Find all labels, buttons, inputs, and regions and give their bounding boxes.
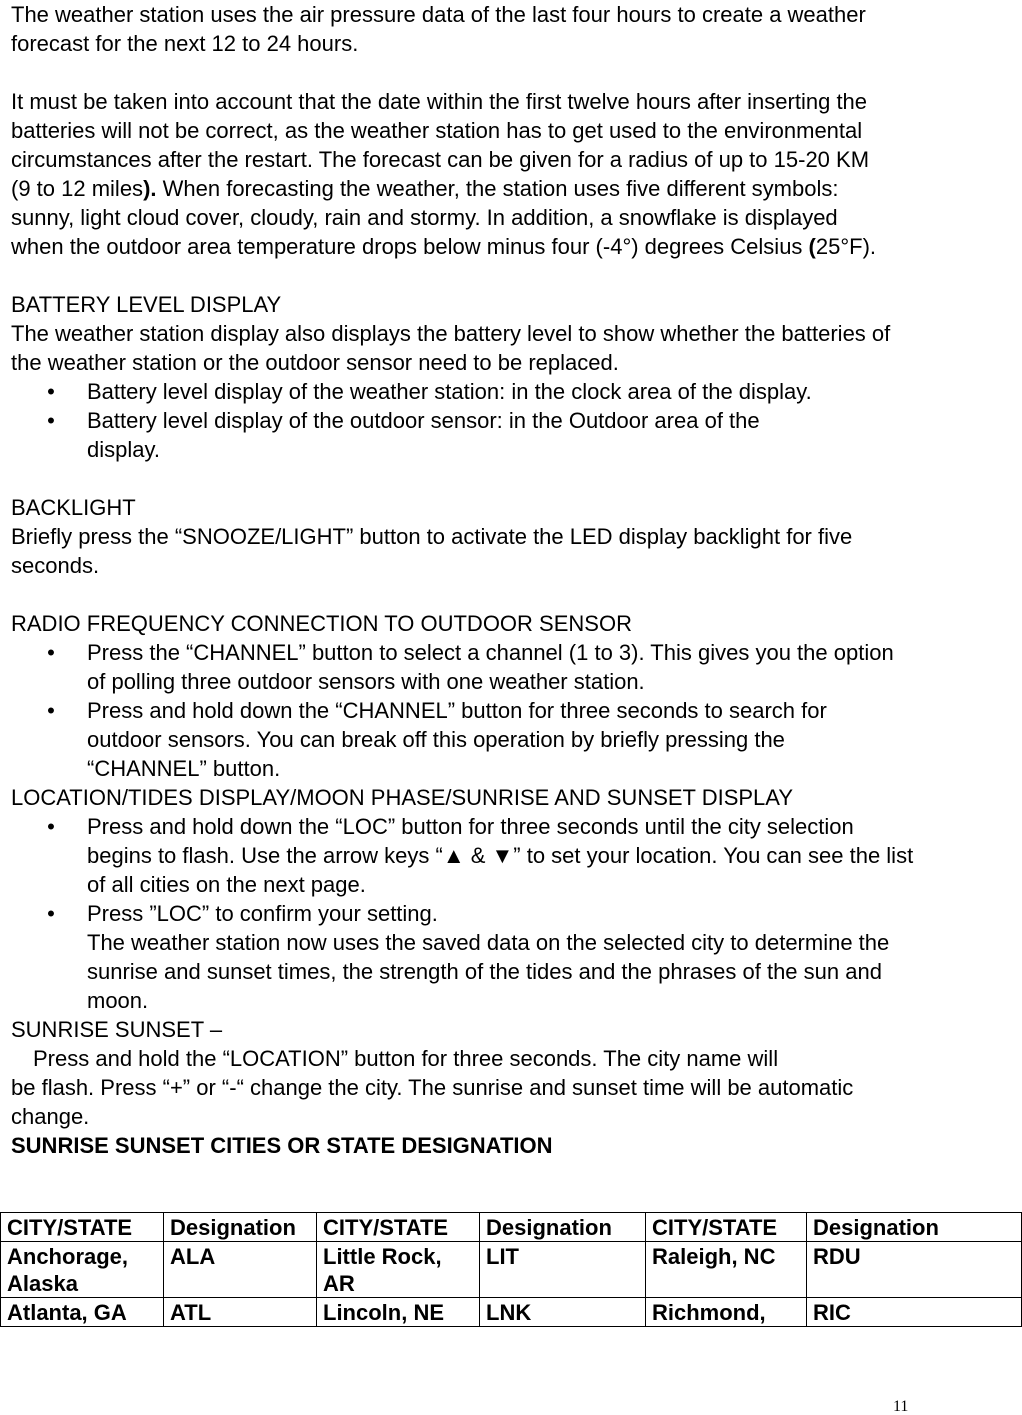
table-row xyxy=(1,1242,1022,1298)
table-cell: ATL xyxy=(164,1298,317,1327)
document-page xyxy=(11,0,1011,1160)
table-cell: RIC xyxy=(807,1298,1022,1327)
list-item: • Press and hold down the “LOC” button for three seconds until the city selection begins to flash. Use the arrow keys “▲ & ▼” to set your location. You can see the list of all cities on the next page. xyxy=(11,812,916,899)
table-header-cell: Designation xyxy=(807,1213,1022,1242)
bullet-icon: • xyxy=(47,901,55,926)
table-header-cell: CITY/STATE xyxy=(646,1213,807,1242)
sunrise-heading: SUNRISE SUNSET – xyxy=(11,1017,223,1042)
bullet-icon: • xyxy=(47,698,55,723)
table-cell: Lincoln, NE xyxy=(317,1298,480,1327)
table-cell: Anchorage, Alaska xyxy=(1,1242,164,1298)
battery-list xyxy=(11,377,831,464)
battery-heading: BATTERY LEVEL DISPLAY xyxy=(11,292,282,317)
list-item: • Press the “CHANNEL” button to select a channel (1 to 3). This gives you the option of polling three outdoor sensors with one weather station. xyxy=(11,638,901,696)
list-item: • Press ”LOC” to confirm your setting. The weather station now uses the saved data on the selected city to determine the sunrise and sunset times, the strength of the tides and the phrases of the sun and moon. xyxy=(11,899,916,1015)
cities-heading: SUNRISE SUNSET CITIES OR STATE DESIGNATION xyxy=(11,1133,553,1158)
intro-paragraph-1: The weather station uses the air pressure data of the last four hours to create a weather forecast for the next 12 to 24 hours. xyxy=(11,2,866,56)
table-cell: LNK xyxy=(480,1298,646,1327)
table-cell: ALA xyxy=(164,1242,317,1298)
cities-table xyxy=(0,1212,1022,1327)
page-number: 11 xyxy=(893,1398,909,1415)
bullet-icon: • xyxy=(47,408,55,433)
table-cell: Raleigh, NC xyxy=(646,1242,807,1298)
table-header-cell: Designation xyxy=(164,1213,317,1242)
list-item: • Battery level display of the weather station: in the clock area of the display. xyxy=(11,377,831,406)
backlight-heading: BACKLIGHT xyxy=(11,495,136,520)
battery-text: The weather station display also displays the battery level to show whether the batteries of the weather station or the outdoor sensor need to be replaced. xyxy=(11,321,891,375)
table-header-cell: CITY/STATE xyxy=(317,1213,480,1242)
bullet-icon: • xyxy=(47,640,55,665)
sunrise-text-rest: be flash. Press “+” or “-“ change the city. The sunrise and sunset time will be automatic change. xyxy=(11,1075,854,1129)
table-cell: Little Rock, AR xyxy=(317,1242,480,1298)
table-cell: LIT xyxy=(480,1242,646,1298)
table-header-row xyxy=(1,1213,1022,1242)
radio-list xyxy=(11,638,901,783)
table-cell: Atlanta, GA xyxy=(1,1298,164,1327)
table-header-cell: Designation xyxy=(480,1213,646,1242)
bullet-icon: • xyxy=(47,379,55,404)
location-list xyxy=(11,812,916,1015)
bullet-icon: • xyxy=(47,814,55,839)
intro-paragraph-2: It must be taken into account that the date within the first twelve hours after inserting the batteries will not be correct, as the weather station has to get used to the environmental circumstances after the restart. The forecast can be given for a radius of up to 15-20 KM (9 to 12 miles). When forecasting the weather, the station uses five different symbols: sunny, light cloud cover, cloudy, rain and stormy. In addition, a snowflake is displayed when the outdoor area temperature drops below minus four (-4°) degrees Celsius (25°F). xyxy=(11,89,877,259)
table-header-cell: CITY/STATE xyxy=(1,1213,164,1242)
location-heading: LOCATION/TIDES DISPLAY/MOON PHASE/SUNRISE AND SUNSET DISPLAY xyxy=(11,785,793,810)
list-item: • Battery level display of the outdoor sensor: in the Outdoor area of the display. xyxy=(11,406,831,464)
table-cell: Richmond, xyxy=(646,1298,807,1327)
radio-heading: RADIO FREQUENCY CONNECTION TO OUTDOOR SENSOR xyxy=(11,611,632,636)
table-row xyxy=(1,1298,1022,1327)
list-item: • Press and hold down the “CHANNEL” button for three seconds to search for outdoor sensors. You can break off this operation by briefly pressing the “CHANNEL” button. xyxy=(11,696,901,783)
backlight-text: Briefly press the “SNOOZE/LIGHT” button to activate the LED display backlight for five seconds. xyxy=(11,524,853,578)
sunrise-text-first: Press and hold the “LOCATION” button for three seconds. The city name will xyxy=(33,1046,779,1071)
table-cell: RDU xyxy=(807,1242,1022,1298)
